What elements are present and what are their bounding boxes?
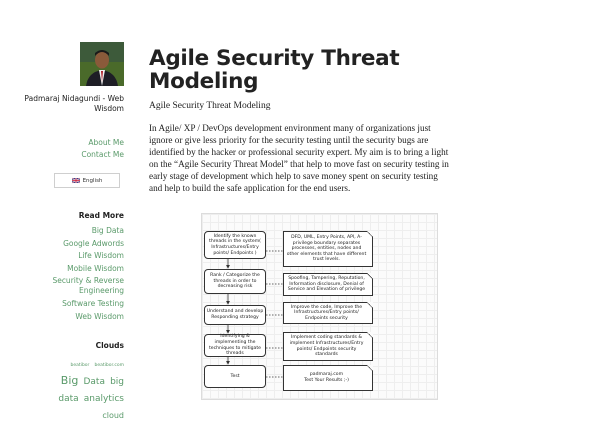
sidebar [0, 0, 124, 420]
tag-cloud [52, 354, 124, 422]
author-avatar[interactable] [80, 42, 124, 86]
diagram-note [283, 365, 373, 391]
clouds-title: Clouds [95, 341, 124, 350]
about-link[interactable]: About Me [88, 138, 124, 147]
diagram-step: Understand and develop Responding strategy [204, 305, 266, 325]
diagram-step: Test [204, 365, 266, 388]
read-more-list [14, 225, 124, 323]
cloud-tag[interactable]: analytics [83, 394, 124, 404]
cloud-tag[interactable]: Data [83, 377, 105, 387]
read-more-item[interactable]: Security & Reverse Engineering [52, 276, 124, 295]
diagram-note: Implement coding standards & implement Infrastructures/Entry points/ Endpoints security standards [283, 332, 373, 361]
cloud-tag[interactable]: beatibor.com [94, 363, 124, 368]
diagram-note: Improve the code, Improve the Infrastructures/Entry points/ Endpoints security [283, 302, 373, 324]
language-selector[interactable] [54, 173, 120, 188]
read-more-item[interactable]: Big Data [91, 226, 124, 235]
diagram-step: Identify the known threads in the system( Infrastructures/Entry points/ Endpoints ) [204, 231, 266, 259]
diagram-note-test: Test Your Results ;-) [304, 378, 349, 383]
language-label: English [82, 177, 103, 184]
read-more-item[interactable]: Software Testing [62, 299, 124, 308]
cloud-tag[interactable]: beatibor [70, 363, 90, 368]
diagram-note: Spoofing, Tampering, Reputation, Information disclosure, Denial of Service and Elevation of privilege [283, 273, 373, 296]
diagram-step: Identifying & implementing the techniques to mitigate threads [204, 334, 266, 357]
author-name: Padmaraj Nidagundi - Web Wisdom [24, 94, 124, 113]
read-more-title: Read More [78, 211, 124, 220]
read-more-item[interactable]: Web Wisdom [75, 311, 124, 321]
diagram-note: DFD, UML, Entry Points, API, A-privilege boundary separates processes, entities, nodes and other elements that have different trust levels. [283, 231, 373, 267]
diagram-note-site: padmaraj.com [309, 372, 344, 378]
read-more-item[interactable]: Google Adwords [63, 238, 124, 248]
uk-flag-icon [72, 178, 80, 183]
cloud-tag[interactable]: Big [60, 374, 79, 387]
cloud-tag[interactable]: cloud [102, 411, 124, 420]
contact-link[interactable]: Contact Me [81, 150, 124, 159]
cloud-tag[interactable]: big data [58, 377, 124, 404]
page-title: Agile Security Threat Modeling [149, 46, 400, 94]
sidebar-nav [14, 137, 124, 161]
threat-model-diagram [201, 213, 438, 400]
avatar-photo [80, 42, 124, 86]
post-body: In Agile/ XP / DevOps development environment many of organizations just ignore or give less priority for the security testing until the security bugs are identified by the hacker or professional security expert. My aim is to bring a light on the “Agile Security Threat Model” that help to move fast on security testing in early stage of development which help to save money spent on security testing and help to build the safe application for the end users. [149, 123, 449, 194]
post-subtitle: Agile Security Threat Modeling [149, 101, 271, 111]
read-more-item[interactable]: Mobile Wisdom [67, 263, 124, 273]
read-more-item[interactable]: Life Wisdom [78, 251, 124, 260]
diagram-step: Rank / Categorize the threads in order to decreasing risk [204, 269, 266, 294]
